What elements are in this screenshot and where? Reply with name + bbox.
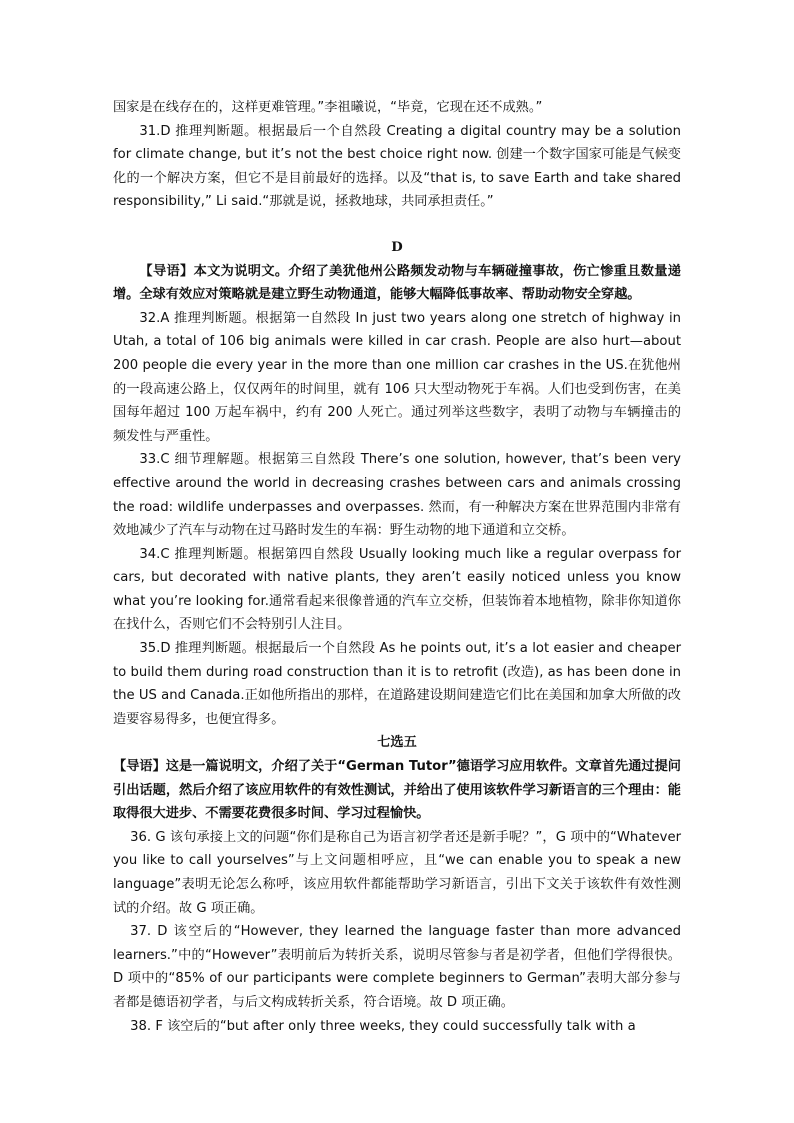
answer-34: 34.C 推理判断题。根据第四自然段 Usually looking much like a regular overpass for cars, but decorated with native plants, they aren’t easily noticed unless you know what you’re looking for.通常看起来很像普通的汽车立交桥，但装饰着本地植物，除非你知道你在找什么，否则它们不会特别引人注目。 <box>113 546 681 633</box>
answer-37: 37. D 该空后的“However, they learned the language faster than more advanced learners.”中的“However”表明前后为转折关系，说明尽管参与者是初学者，但他们学得很快。D 项中的“85% of our participants were complete beginners to German”表明大部分参与者都是德语初学者，与后文构成转折关系，符合语境。故 D 项正确。 <box>113 924 681 1010</box>
section-d-intro: 【导语】本文为说明文。介绍了美犹他州公路频发动物与车辆碰撞事故，伤亡惨重且数量递增。全球有效应对策略就是建立野生动物通道，能够大幅降低事故率、帮助动物安全穿越。 <box>113 263 681 303</box>
section-7-intro: 【导语】这是一篇说明文，介绍了关于“German Tutor”德语学习应用软件。文章首先通过提问引出话题，然后介绍了该应用软件的有效性测试，并给出了使用该软件学习新语言的三个理由：能取得很大进步、不需要花费很多时间、学习过程愉快。 <box>113 759 681 822</box>
section-d-heading: D <box>391 239 403 255</box>
answer-35: 35.D 推理判断题。根据最后一个自然段 As he points out, it’s a lot easier and cheaper to build them during road construction than it is to retrofit (改造), as has been done in the US and Canada.正如他所指出的那样，在道路建设期间建造它们比在美国和加拿大所做的改造要容易得多，也便宜得多。 <box>113 641 681 727</box>
answer-32: 32.A 推理判断题。根据第一自然段 In just two years along one stretch of highway in Utah, a total of 106 big animals were killed in car crash. People are also hurt—about 200 people die every year in the more than one million car crashes in the US.在犹他州的一段高速公路上，仅仅两年的时间里，就有 106 只大型动物死于车祸。人们也受到伤害，在美国每年超过 100 万起车祸中，约有 200 人死亡。通过列举这些数字，表明了动物与车辆撞击的频发性与严重性。 <box>113 310 681 444</box>
paragraph-c-tail: 国家是在线存在的，这样更难管理。”李祖曦说，“毕竟，它现在还不成熟。” <box>113 100 543 115</box>
answer-38: 38. F 该空后的“but after only three weeks, they could successfully talk with a <box>130 1018 636 1034</box>
answer-33: 33.C 细节理解题。根据第三自然段 There’s one solution, however, that’s been very effective around the world in decreasing crashes between cars and animals crossing the road: wildlife underpasses and overpasses. 然而，有一种解决方案在世界范围内非常有效地减少了汽车与动物在过马路时发生的车祸：野生动物的地下通道和立交桥。 <box>113 452 681 539</box>
document-body <box>113 96 681 1038</box>
answer-36: 36. G 该句承接上文的问题“你们是称自己为语言初学者还是新手呢？”，G 项中的“Whatever you like to call yourselves”与上文问题相呼应，且“we can enable you to speak a new language”表明无论怎么称呼，该应用软件都能帮助学习新语言，引出下文关于该软件有效性测试的介绍。故 G 项正确。 <box>113 829 681 916</box>
section-7-heading: 七选五 <box>377 735 417 751</box>
answer-31: 31.D 推理判断题。根据最后一个自然段 Creating a digital country may be a solution for climate change, but it’s not the best choice right now. 创建一个数字国家可能是气候变化的一个解决方案，但它不是目前最好的选择。以及“that is, to save Earth and take shared responsibility,” Li said.“那就是说，拯救地球，共同承担责任。” <box>113 123 681 210</box>
